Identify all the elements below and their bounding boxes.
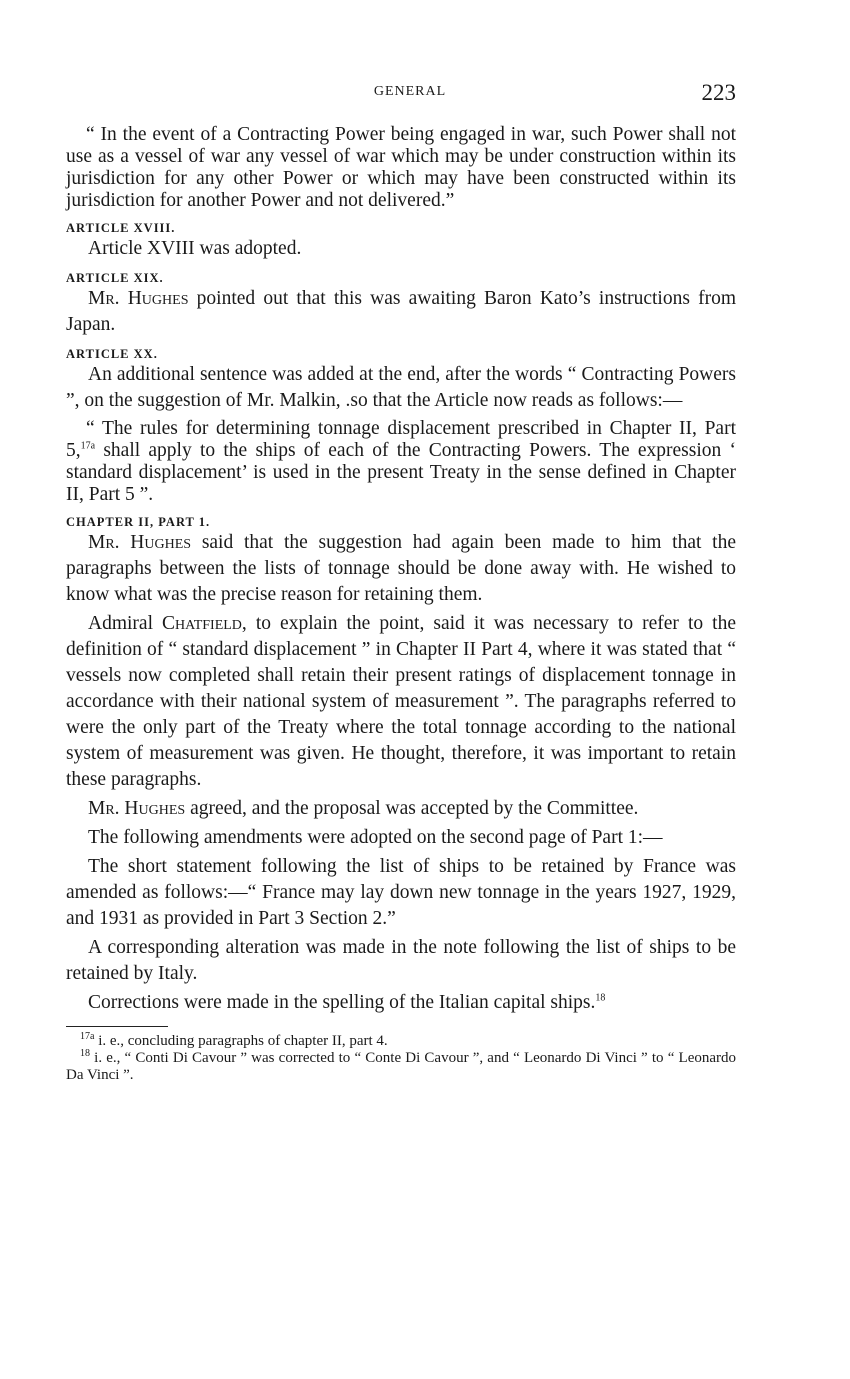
paragraph-text: Admiral <box>88 613 163 634</box>
quoted-rules-text <box>66 418 736 506</box>
heading-article-xx: ARTICLE XX. <box>66 347 158 361</box>
paragraph-text: pointed out that this was awaiting Baron Kato’s instructions from Japan. <box>66 288 736 335</box>
speaker-name: Mr. Hughes <box>88 532 192 553</box>
quote-text-part-2: shall apply to the ships of each of the Contracting Powers. The expression ‘ standard displacement’ is used in the present Treaty in the sense defined in Chapter II, Part 5 ”. <box>66 440 736 505</box>
speaker-name: Mr. Hughes <box>88 798 186 819</box>
paragraph-hughes-agreed <box>66 796 736 822</box>
running-head <box>66 82 736 106</box>
paragraph-article-xx: An additional sentence was added at the end, after the words “ Contracting Powers ”, on the suggestion of Mr. Malkin, .so that the Article now reads as follows:— <box>66 364 736 411</box>
paragraph-text: Corrections were made in the spelling of the Italian capital ships. <box>88 992 596 1013</box>
footnote-mark: 18 <box>80 1048 90 1059</box>
footnote-ref-17a: 17a <box>80 440 96 452</box>
footnote-mark: 17a <box>80 1031 95 1042</box>
heading-article-xix: ARTICLE XIX. <box>66 271 164 285</box>
heading-chapter-ii-part-1: CHAPTER II, PART 1. <box>66 515 211 529</box>
footnote-rule <box>66 1026 168 1027</box>
paragraph-corrections <box>66 990 736 1016</box>
page-number: 223 <box>701 80 736 105</box>
paragraph-article-xviii: Article XVIII was adopted. <box>88 238 302 259</box>
speaker-name: Chatfield <box>162 613 242 634</box>
paragraph-hughes-suggestion <box>66 530 736 608</box>
paragraph-text: agreed, and the proposal was accepted by the Committee. <box>185 798 639 819</box>
footnote-18 <box>66 1050 736 1084</box>
paragraph-text: , to explain the point, said it was necessary to refer to the definition of “ standard displacement ” in Chapter II Part 4, where it was stated that “ vessels now completed shall retain their present ratings of displacement tonnage in accordance with their national system of measurement ”. The paragraphs referred to were the only part of the Treaty where the total tonnage according to the national system of measurement was given. He thought, therefore, it was important to retain these paragraphs. <box>66 613 736 790</box>
paragraph-italy: A corresponding alteration was made in the note following the list of ships to be retained by Italy. <box>66 937 736 984</box>
footnote-17a <box>66 1033 736 1050</box>
paragraph-chatfield <box>66 611 736 793</box>
heading-article-xviii: ARTICLE XVIII. <box>66 221 176 235</box>
paragraph-article-xix <box>66 286 736 338</box>
paragraph-france: The short statement following the list of ships to be retained by France was amended as follows:—“ France may lay down new tonnage in the years 1927, 1929, and 1931 as provided in Part 3 Section 2.” <box>66 856 736 929</box>
quote-text-part-1: “ The rules for determining tonnage displacement prescribed in Chapter II, Part 5, <box>66 418 736 461</box>
quoted-article-text: “ In the event of a Contracting Power being engaged in war, such Power shall not use as a vessel of war any vessel of war which may be under construction within its jurisdiction for any other Power or which may have been constructed within its jurisdiction for another Power and not delivered.” <box>66 124 736 211</box>
paragraph-amendments: The following amendments were adopted on the second page of Part 1:— <box>88 827 663 848</box>
footnote-text: i. e., concluding paragraphs of chapter II, part 4. <box>94 1033 388 1049</box>
footnote-text: i. e., “ Conti Di Cavour ” was corrected to “ Conte Di Cavour ”, and “ Leonardo Di Vinci ” to “ Leonardo Da Vinci ”. <box>66 1050 736 1083</box>
paragraph-text: said that the suggestion had again been made to him that the paragraphs between the lists of tonnage should be done away with. He wished to know what was the precise reason for retaining them. <box>66 532 736 605</box>
page-body <box>66 124 736 1084</box>
running-title: GENERAL <box>373 84 447 99</box>
speaker-name: Mr. Hughes <box>88 288 189 309</box>
footnote-ref-18: 18 <box>595 992 606 1004</box>
